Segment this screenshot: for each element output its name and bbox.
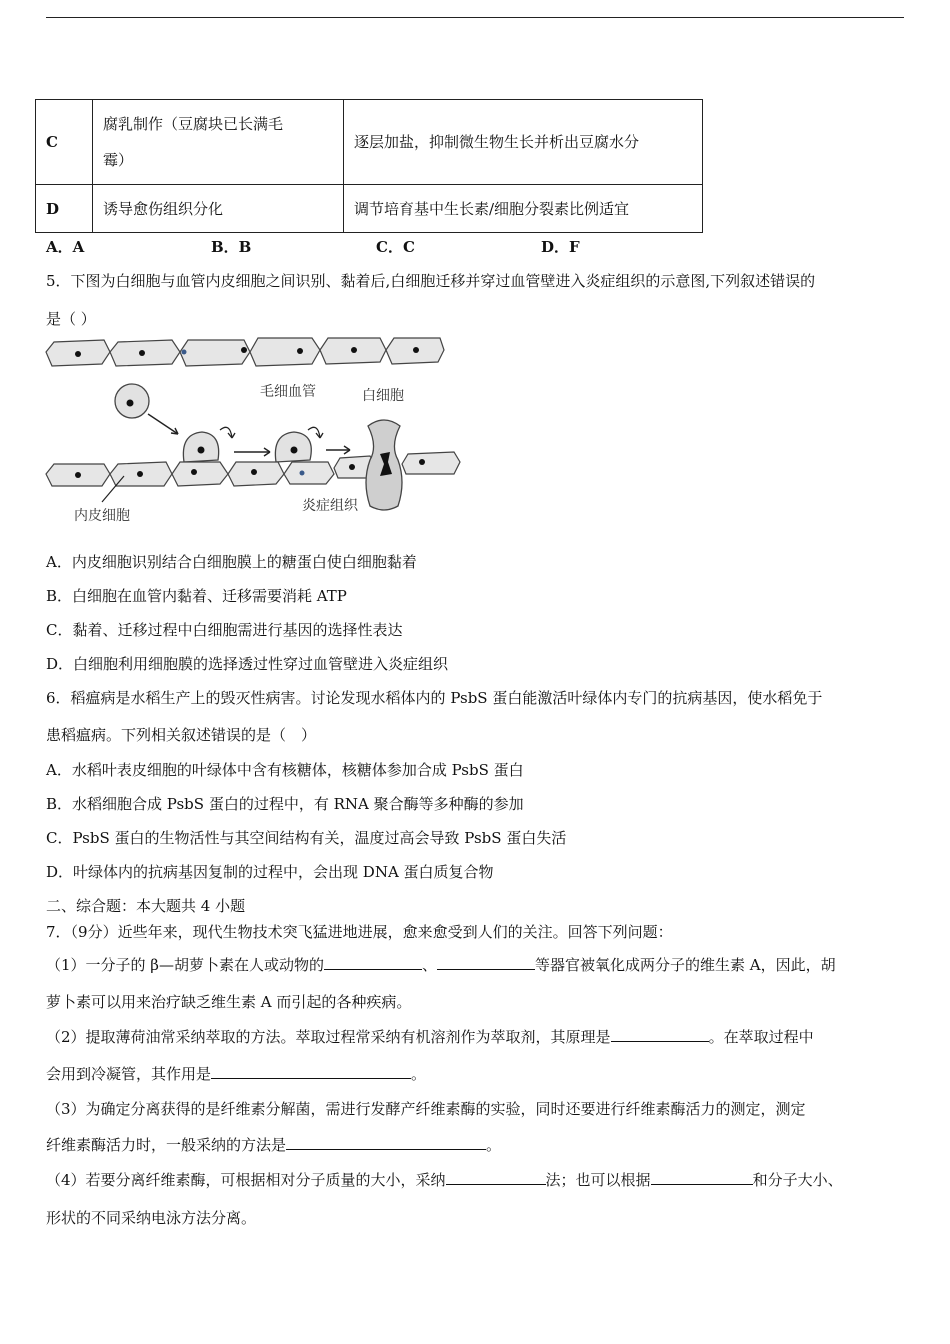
answer-blank[interactable] [324, 955, 422, 970]
q7-p4-text-b: 法；也可以根据 [545, 1171, 651, 1189]
table-row [36, 100, 703, 185]
q7-p2-text-c: 会用到冷凝管，其作用是 [46, 1065, 212, 1083]
q7-p3-text-a: 纤维素酶活力时，一般采纳的方法是 [46, 1136, 287, 1154]
q6-option-c[interactable]: C．PsbS 蛋白的生物活性与其空间结构有关，温度过高会导致 PsbS 蛋白失活 [46, 829, 567, 847]
q6-option-d[interactable]: D．叶绿体内的抗病基因复制的过程中，会出现 DNA 蛋白质复合物 [46, 863, 494, 881]
row-technique-line2: 霉） [103, 151, 134, 169]
transmigrating-leukocyte [366, 420, 402, 510]
q6-option-b[interactable]: B．水稻细胞合成 PsbS 蛋白的过程中，有 RNA 聚合酶等多种酶的参加 [46, 795, 524, 813]
row-letter: D [36, 185, 93, 233]
answer-blank[interactable] [651, 1170, 753, 1185]
header-rule [46, 17, 904, 18]
q6-stem-line2: 患稻瘟病。下列相关叙述错误的是（ ） [46, 726, 317, 744]
q7-p3-text-b: 。 [486, 1136, 502, 1154]
option-c[interactable]: C．C [376, 238, 415, 256]
free-leukocyte [115, 384, 149, 418]
answer-blank[interactable] [446, 1170, 546, 1185]
arrow-1 [148, 414, 178, 434]
label-endothelial: 内皮细胞 [74, 508, 130, 524]
q7-p1-sep: 、 [422, 956, 438, 974]
label-leukocyte: 白细胞 [362, 388, 404, 404]
leukocyte-migration-diagram [44, 334, 474, 534]
q7-part4-line2: 形状的不同采纳电泳方法分离。 [46, 1209, 257, 1227]
q5-option-a[interactable]: A．内皮细胞识别结合白细胞膜上的糖蛋白使白细胞黏着 [46, 553, 417, 571]
q7-p2-text-a: （2）提取薄荷油常采纳萃取的方法。萃取过程常采纳有机溶剂作为萃取剂，其原理是 [46, 1028, 611, 1046]
answer-blank[interactable] [437, 955, 535, 970]
row-technique [93, 100, 344, 185]
section-heading: 二、综合题：本大题共 4 小题 [46, 897, 246, 915]
q7-part1-line1 [46, 954, 836, 975]
option-d[interactable]: D．F [541, 238, 580, 256]
option-b[interactable]: B．B [211, 238, 252, 256]
row-method: 调节培育基中生长素/细胞分裂素比例适宜 [344, 185, 703, 233]
q7-part2-line1 [46, 1026, 814, 1047]
q7-stem: 7．（9分）近些年来，现代生物技术突飞猛进地进展，愈来愈受到人们的关注。回答下列问题： [46, 923, 673, 941]
q7-p4-text-c: 和分子大小、 [752, 1171, 843, 1189]
q6-option-a[interactable]: A．水稻叶表皮细胞的叶绿体中含有核糖体，核糖体参加合成 PsbS 蛋白 [46, 761, 524, 779]
q7-part4-line1 [46, 1169, 843, 1190]
answer-blank[interactable] [286, 1135, 486, 1150]
option-a[interactable]: A．A [46, 238, 85, 256]
q5-option-b[interactable]: B．白细胞在血管内黏着、迁移需要消耗 ATP [46, 587, 347, 605]
row-method: 逐层加盐，抑制微生物生长并析出豆腐水分 [344, 100, 703, 185]
label-inflammation: 炎症组织 [302, 498, 358, 514]
rolling-leukocyte-1 [183, 432, 218, 462]
q5-stem-line1: 5．下图为白细胞与血管内皮细胞之间识别、黏着后,白细胞迁移并穿过血管壁进入炎症组织的示意图,下列叙述错误的 [46, 272, 816, 290]
q7-p2-text-d: 。 [411, 1065, 427, 1083]
row-technique-line1: 腐乳制作（豆腐块已长满毛 [103, 115, 284, 133]
answer-blank[interactable] [211, 1064, 411, 1079]
q5-option-d[interactable]: D．白细胞利用细胞膜的选择透过性穿过血管壁进入炎症组织 [46, 655, 449, 673]
q7-p2-text-b: 。在萃取过程中 [708, 1028, 814, 1046]
rolling-leukocyte-2 [275, 432, 311, 462]
label-capillary: 毛细血管 [260, 384, 316, 400]
table-row [36, 185, 703, 233]
q5-option-c[interactable]: C．黏着、迁移过程中白细胞需进行基因的选择性表达 [46, 621, 403, 639]
q7-part3-line1: （3）为确定分离获得的是纤维素分解菌，需进行发酵产纤维素酶的实验，同时还要进行纤维素酶活力的测定，测定 [46, 1100, 806, 1118]
q7-p1-text-b: 等器官被氧化成两分子的维生素 A，因此，胡 [535, 956, 836, 974]
row-letter: C [36, 100, 93, 185]
answer-blank[interactable] [611, 1027, 709, 1042]
q5-stem-line2: 是（ ） [46, 310, 96, 328]
q7-part3-line2 [46, 1134, 501, 1155]
q7-part2-line2 [46, 1063, 426, 1084]
answer-table [35, 99, 703, 233]
q4-options [46, 236, 706, 257]
q7-part1-line2: 萝卜素可以用来治疗缺乏维生素 A 而引起的各种疾病。 [46, 993, 412, 1011]
row-technique: 诱导愈伤组织分化 [93, 185, 344, 233]
q7-p4-text-a: （4）若要分离纤维素酶，可根据相对分子质量的大小，采纳 [46, 1171, 446, 1189]
q6-stem-line1: 6．稻瘟病是水稻生产上的毁灭性病害。讨论发现水稻体内的 PsbS 蛋白能激活叶绿体内专门的抗病基因，使水稻免于 [46, 689, 823, 707]
q7-p1-text-a: （1）一分子的 β—胡萝卜素在人或动物的 [46, 956, 324, 974]
